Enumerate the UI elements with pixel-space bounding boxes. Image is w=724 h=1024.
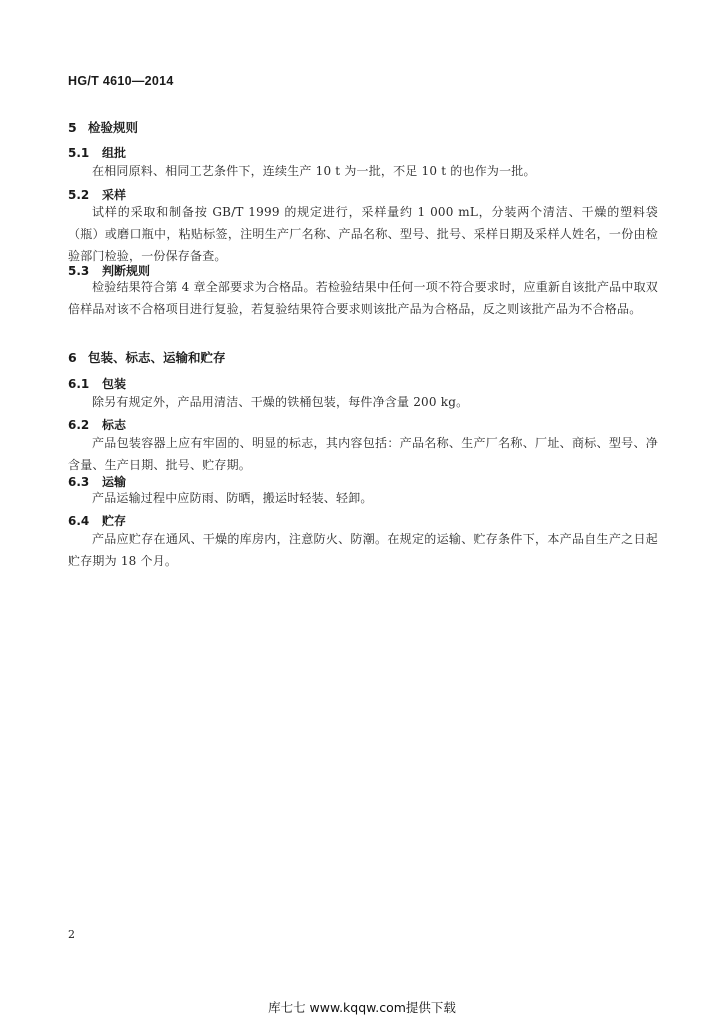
- section-title: 组批: [102, 146, 127, 160]
- section-5-3-text: 检验结果符合第 4 章全部要求为合格品。若检验结果中任何一项不符合要求时，应重新自该批产品中取双倍样品对该不合格项目进行复验，若复验结果符合要求则该批产品为合格品，反之则该批产品为不合格品。: [68, 280, 658, 316]
- section-title: 判断规则: [102, 264, 151, 278]
- section-title: 标志: [102, 418, 127, 432]
- section-number: 6.2: [68, 418, 90, 432]
- section-number: 5.3: [68, 264, 90, 278]
- section-6-4-heading: [68, 512, 126, 529]
- section-6-1-text: 除另有规定外，产品用清洁、干燥的铁桶包装，每件净含量 200 kg。: [92, 395, 469, 409]
- section-title: 包装: [102, 377, 127, 391]
- section-title: 贮存: [102, 514, 127, 528]
- section-title: 包装、标志、运输和贮存: [88, 350, 226, 365]
- section-number: 5.1: [68, 146, 90, 160]
- section-number: 6.3: [68, 475, 90, 489]
- section-number: 5.2: [68, 188, 90, 202]
- section-5-2-text: 试样的采取和制备按 GB/T 1999 的规定进行，采样量约 1 000 mL，分装两个清洁、干燥的塑料袋（瓶）或磨口瓶中，粘贴标签，注明生产厂名称、产品名称、型号、批号、采样日期及采样人姓名，一份由检验部门检验，一份保存备查。: [68, 205, 658, 263]
- section-5-heading: [68, 118, 138, 136]
- section-6-heading: [68, 348, 226, 366]
- section-6-1-heading: [68, 375, 126, 392]
- section-number: 5: [68, 120, 77, 135]
- section-title: 检验规则: [88, 120, 139, 135]
- section-number: 6.4: [68, 514, 90, 528]
- section-6-2-text: 产品包装容器上应有牢固的、明显的标志，其内容包括：产品名称、生产厂名称、厂址、商标、型号、净含量、生产日期、批号、贮存期。: [68, 436, 658, 472]
- section-5-1-heading: [68, 144, 126, 161]
- section-number: 6.1: [68, 377, 90, 391]
- page-number: 2: [68, 928, 75, 941]
- section-6-4-text: 产品应贮存在通风、干燥的库房内，注意防火、防潮。在规定的运输、贮存条件下，本产品自生产之日起贮存期为 18 个月。: [68, 532, 658, 568]
- section-6-2-heading: [68, 416, 126, 433]
- section-5-1-text: 在相同原料、相同工艺条件下，连续生产 10 t 为一批，不足 10 t 的也作为一批。: [92, 164, 536, 178]
- section-title: 运输: [102, 475, 127, 489]
- section-title: 采样: [102, 188, 127, 202]
- download-footer: 库七七 www.kqqw.com提供下载: [268, 1000, 456, 1015]
- section-6-3-text: 产品运输过程中应防雨、防晒，搬运时轻装、轻卸。: [92, 491, 373, 505]
- standard-code: HG/T 4610—2014: [68, 74, 174, 88]
- section-number: 6: [68, 350, 77, 365]
